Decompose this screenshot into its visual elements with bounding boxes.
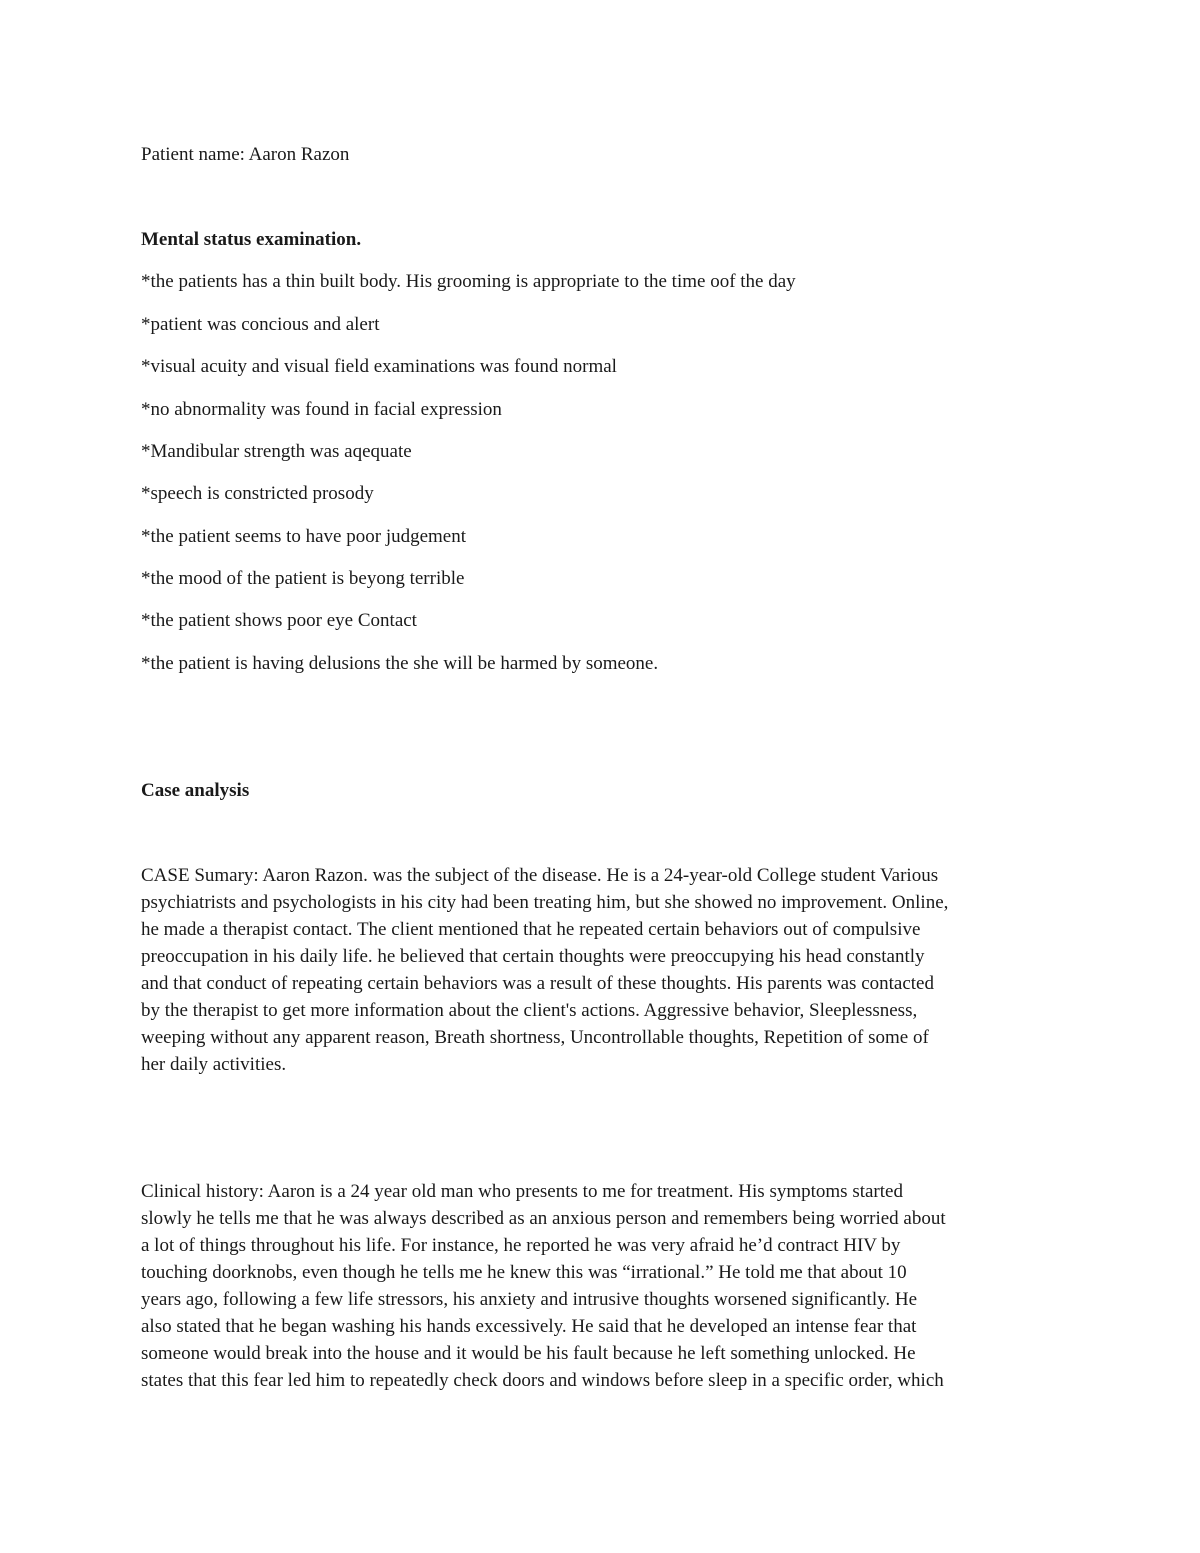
paragraph-line: someone would break into the house and it would be his fault because he left something unlocked. He [141,1343,916,1364]
paragraph-line: years ago, following a few life stressors, his anxiety and intrusive thoughts worsened significantly. He [141,1289,918,1310]
mse-item: *visual acuity and visual field examinations was found normal [141,356,617,377]
paragraph-line: weeping without any apparent reason, Breath shortness, Uncontrollable thoughts, Repetition of some of [141,1027,929,1048]
paragraph-line: preoccupation in his daily life. he believed that certain thoughts were preoccupying his head constantly [141,946,925,967]
paragraph-line: her daily activities. [141,1054,287,1075]
paragraph-line: slowly he tells me that he was always described as an anxious person and remembers being worried about [141,1208,946,1229]
paragraph-line: Clinical history: Aaron is a 24 year old man who presents to me for treatment. His symptoms started [141,1181,903,1202]
mse-item: *Mandibular strength was aqequate [141,441,412,462]
paragraph-line: and that conduct of repeating certain behaviors was a result of these thoughts. His parents was contacted [141,973,934,994]
paragraph-line: by the therapist to get more information about the client's actions. Aggressive behavior, Sleeplessness, [141,1000,918,1021]
mse-item: *the patient seems to have poor judgement [141,526,467,547]
paragraph-line: psychiatrists and psychologists in his city had been treating him, but she showed no improvement. Online, [141,892,949,913]
paragraph-line: also stated that he began washing his hands excessively. He said that he developed an intense fear that [141,1316,917,1337]
paragraph-line: states that this fear led him to repeatedly check doors and windows before sleep in a specific order, which [141,1370,944,1391]
paragraph-line: CASE Sumary: Aaron Razon. was the subject of the disease. He is a 24-year-old College student Various [141,865,939,886]
mse-item: *the patients has a thin built body. His grooming is appropriate to the time oof the day [141,271,796,292]
mse-item: *the patient shows poor eye Contact [141,610,417,631]
mse-heading: Mental status examination. [141,229,362,250]
paragraph-line: touching doorknobs, even though he tells me he knew this was “irrational.” He told me that about 10 [141,1262,907,1283]
paragraph-line: a lot of things throughout his life. For instance, he reported he was very afraid he’d contract HIV by [141,1235,901,1256]
mse-item: *the mood of the patient is beyong terrible [141,568,465,589]
patient-name-line: Patient name: Aaron Razon [141,144,350,165]
clinical-history-paragraph [141,1178,1059,1394]
mse-item: *speech is constricted prosody [141,483,374,504]
mse-item: *no abnormality was found in facial expression [141,399,502,420]
case-analysis-heading: Case analysis [141,780,250,801]
case-summary-paragraph [141,862,1059,1078]
mse-item: *patient was concious and alert [141,314,380,335]
mse-item: *the patient is having delusions the she will be harmed by someone. [141,653,659,674]
paragraph-line: he made a therapist contact. The client mentioned that he repeated certain behaviors out of compulsive [141,919,921,940]
